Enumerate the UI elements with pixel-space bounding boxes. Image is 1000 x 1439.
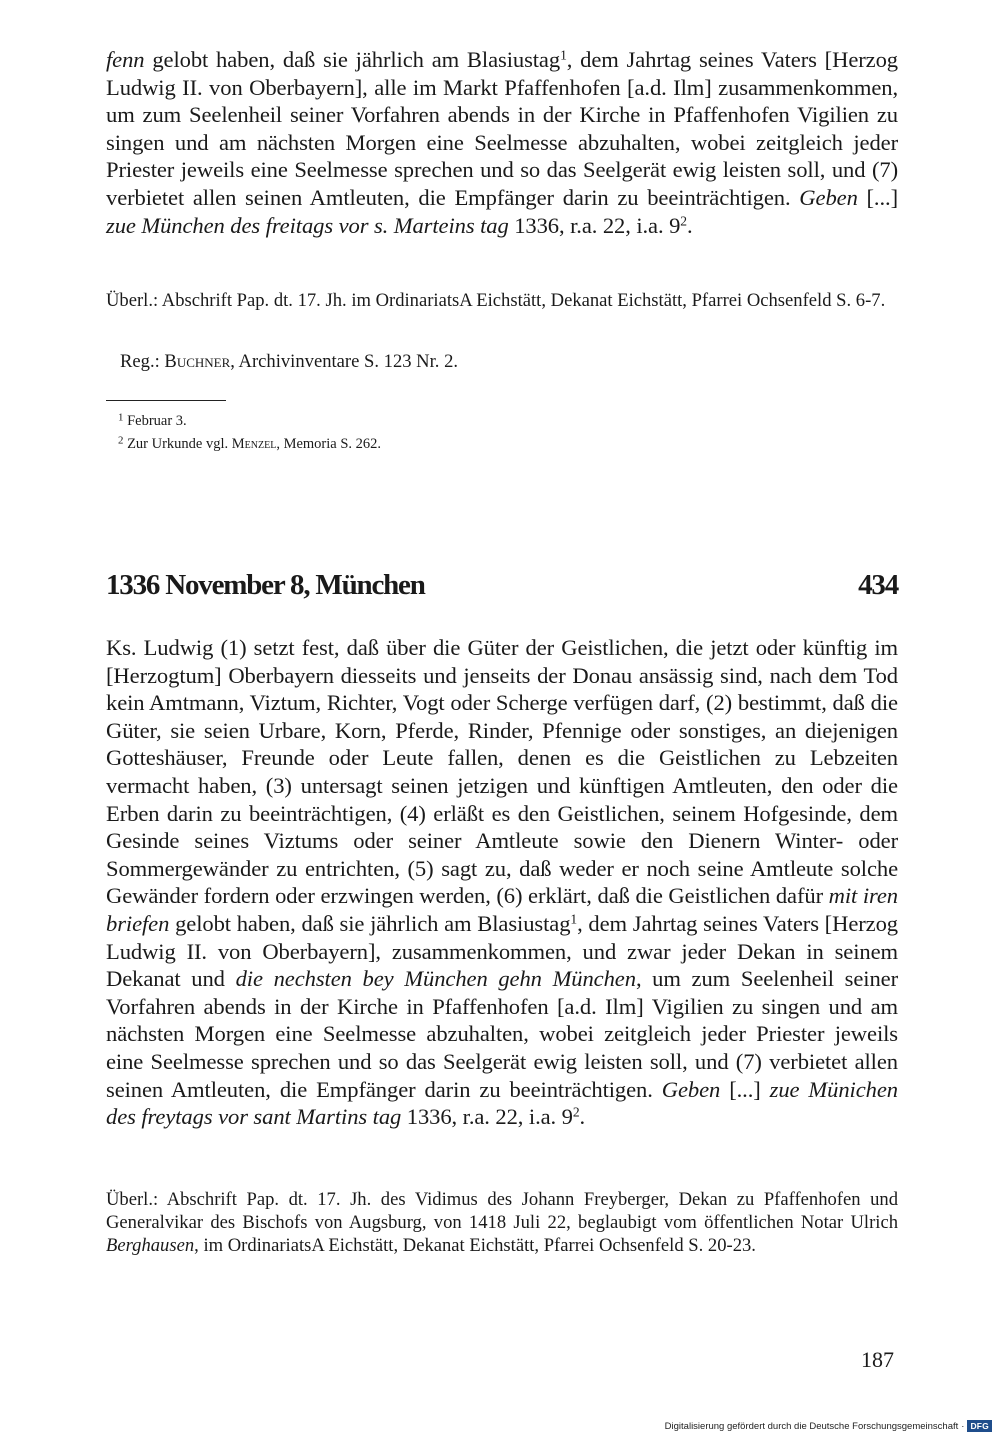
text-run: , im OrdinariatsA Eichstätt, Dekanat Eichstätt, Pfarrei Ochsenfeld S. 20-23. bbox=[194, 1235, 756, 1256]
author-name: Menzel bbox=[231, 436, 277, 452]
text-run: gelobt haben, daß sie jährlich am Blasiustag bbox=[169, 910, 571, 936]
text-run: 1336, r.a. 22, i.a. 9 bbox=[401, 1104, 573, 1130]
text-run: gelobt haben, daß sie jährlich am Blasiustag bbox=[144, 47, 561, 72]
text-run: 1336, r.a. 22, i.a. 9 bbox=[508, 212, 681, 238]
text-run: Reg.: bbox=[120, 351, 165, 372]
entry-date-place: 1336 November 8, München bbox=[106, 569, 425, 601]
text-run: [...] bbox=[857, 184, 899, 210]
text-run: , dem Jahrtag seines Vaters [Herzog Ludwig II. von Oberbayern], alle im Markt Pfaffenhofen [a.d. Ilm] zusammenkommen, um zum Seelenheil seiner Vorfahren abends in der Kirche in Pfaffenhofen Vigilien zu singen und am nächsten Morgen eine Seelmesse abzuhalten, wobei zeitgleich jeder Priester jeweils eine Seelmesse sprechen und so das Seelgerät ewig leisten soll, und (7) verbietet allen seinen Amtleuten, die Empfänger darin zu beeinträchtigen. bbox=[106, 47, 898, 210]
italic-quote: zue München des freitags vor s. Marteins tag bbox=[106, 212, 509, 238]
footnote-ref: 2 bbox=[680, 213, 687, 229]
text-run: [...] bbox=[720, 1076, 770, 1102]
footnote-ref: 2 bbox=[572, 1104, 580, 1120]
author-name: Buchner bbox=[164, 351, 231, 372]
italic-quote: fenn bbox=[106, 47, 145, 72]
entry-uberl bbox=[106, 1188, 898, 1257]
entry-regest-text bbox=[106, 634, 898, 1131]
digitization-credit: Digitalisierung gefördert durch die Deutsche Forschungsgemeinschaft · DFG bbox=[665, 1420, 992, 1432]
footnote-ref: 1 bbox=[560, 47, 567, 63]
italic-quote: die nechsten bey München gehn München bbox=[235, 966, 636, 992]
credit-text: Digitalisierung gefördert durch die Deutsche Forschungsgemeinschaft bbox=[664, 1420, 959, 1432]
entry-heading bbox=[106, 569, 898, 602]
text-run: , um zum Seelenheil seiner Vorfahren abends in der Kirche in Pfaffenhofen [a.d. Ilm] Vigilien zu singen und am nächsten Morgen eine Seelmesse abzuhalten, wobei zeitgleich jeder Priester jeweils eine Seelmesse sprechen und so das Seelgerät ewig leisten soll, und (7) verbietet allen seinen Amtleuten, die Empfänger darin zu beeinträchtigen. bbox=[106, 966, 899, 1102]
footnote-2 bbox=[118, 434, 381, 454]
text-run: . bbox=[686, 212, 693, 238]
text-run: , Archivinventare S. 123 Nr. 2. bbox=[230, 351, 459, 372]
footnote-text: Februar 3. bbox=[123, 413, 187, 429]
italic-quote: Geben bbox=[799, 184, 858, 210]
italic-name: Berghausen bbox=[106, 1235, 195, 1256]
footnote-number: 1 bbox=[118, 411, 124, 424]
italic-quote: zue Münichen des freytags vor sant Martins tag bbox=[106, 1076, 898, 1130]
footnote-1 bbox=[118, 411, 187, 431]
text-run: Ks. Ludwig (1) setzt fest, daß über die Güter der Geistlichen, die jetzt oder künftig im [Herzogtum] Oberbayern diesseits und jenseits der Donau ansässig sind, nach dem Tod kein Amtmann, Viztum, Richter, Vogt oder Scherge verfügen darf, (2) bestimmt, daß die Güter, sie seien Urbare, Korn, Pferde, Rinder, Pfennige oder sonstiges, an diejenigen Gotteshäuser, Freunde oder Leute fallen, denen es die Geistlichen zu Lebzeiten vermacht haben, (3) untersagt seinen jetzigen und künftigen Amtleuten, den oder die Erben darin zu beeinträchtigen, (4) erläßt es den Geistlichen, seinem Hofgesinde, dem Gesinde seines Viztums oder seiner Amtleute sowie den Dienern Winter- oder Sommergewänder zu entrichten, (5) sagt zu, daß weder er noch seine Amtleute solche Gewänder fordern oder erzwingen werden, (6) erklärt, daß die Geistlichen dafür bbox=[106, 635, 898, 909]
text-run: Überl.: Abschrift Pap. dt. 17. Jh. des Vidimus des Johann Freyberger, Dekan zu Pfaffenhofen und Generalvikar des Bischofs von Augsburg, von 1418 Juli 22, beglaubigt vom öffentlichen Notar Ulrich bbox=[106, 1189, 898, 1233]
entry-number: 434 bbox=[858, 569, 898, 601]
footnote-divider bbox=[106, 400, 226, 401]
footnote-text: , Memoria S. 262. bbox=[276, 436, 382, 452]
italic-quote: mit iren briefen bbox=[106, 883, 898, 936]
footnote-text: Zur Urkunde vgl. bbox=[123, 436, 232, 452]
previous-entry-reg bbox=[120, 350, 898, 373]
text-run: , dem Jahrtag seines Vaters [Herzog Ludwig II. von Oberbayern], zusammenkommen, und zwar jeder Dekan in seinem Dekanat und bbox=[106, 910, 898, 992]
footnote-number: 2 bbox=[118, 434, 124, 447]
dfg-logo: DFG bbox=[967, 1420, 992, 1432]
text-run: . bbox=[579, 1104, 586, 1130]
previous-entry-text bbox=[106, 46, 898, 239]
italic-quote: Geben bbox=[661, 1076, 721, 1102]
footnote-ref: 1 bbox=[570, 911, 578, 927]
page-number: 187 bbox=[861, 1347, 894, 1372]
previous-entry-uberl: Überl.: Abschrift Pap. dt. 17. Jh. im OrdinariatsA Eichstätt, Dekanat Eichstätt, Pfarrei Ochsenfeld S. 6-7. bbox=[106, 290, 886, 311]
